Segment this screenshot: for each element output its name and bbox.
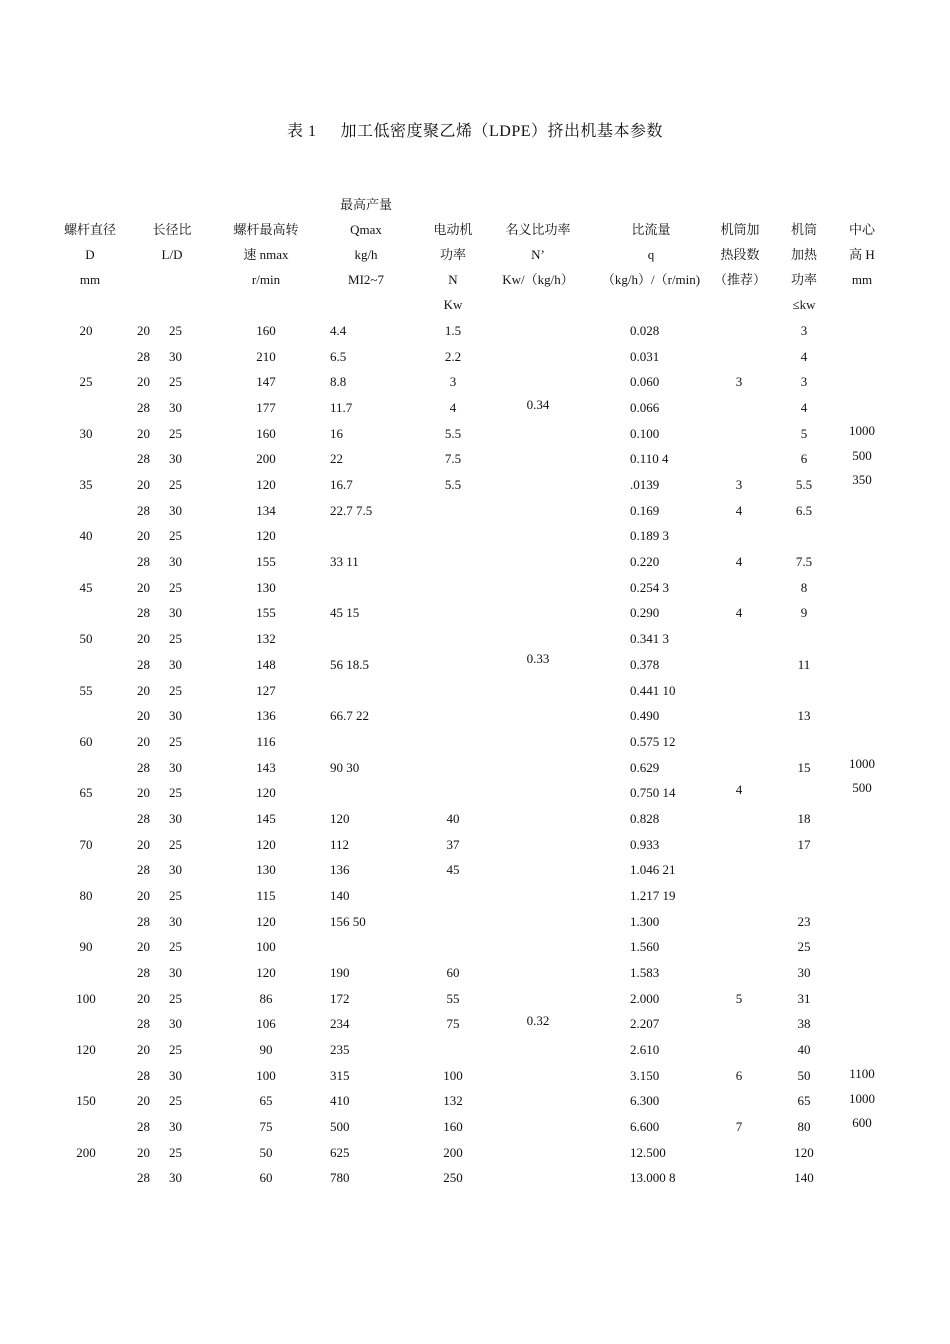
cell-heating-power: 31 <box>797 991 811 1006</box>
center-height-value: 500 <box>852 448 872 463</box>
cell-diameter: 100 <box>76 991 96 1006</box>
cell-heating-power: 23 <box>797 914 811 929</box>
cell-heating-power: 65 <box>797 1093 811 1108</box>
cell-screw-speed: 120 <box>256 785 276 800</box>
cell-ld-min: 28 <box>137 965 150 980</box>
cell-ld-max: 25 <box>169 1093 182 1108</box>
cell-screw-speed: 50 <box>259 1145 273 1160</box>
cell-max-output: 410 <box>330 1093 350 1108</box>
cell-heating-power: 17 <box>797 837 811 852</box>
cell-screw-speed: 120 <box>256 837 276 852</box>
cell-ld-min: 28 <box>137 811 150 826</box>
cell-screw-speed: 134 <box>256 503 276 518</box>
cell-ld-min: 28 <box>137 1068 150 1083</box>
cell-ld-max: 25 <box>169 785 182 800</box>
cell-screw-speed: 127 <box>256 683 276 698</box>
cell-specific-flow: 0.575 12 <box>630 734 676 749</box>
cell-ld-min: 20 <box>137 528 150 543</box>
cell-ld-max: 30 <box>169 760 182 775</box>
cell-heating-power: 9 <box>800 605 808 620</box>
cell-ld-max: 30 <box>169 554 182 569</box>
cell-screw-speed: 148 <box>256 657 276 672</box>
cell-motor-power: 45 <box>446 862 460 877</box>
cell-motor-power: 60 <box>446 965 460 980</box>
cell-ld-min: 28 <box>137 554 150 569</box>
cell-screw-speed: 147 <box>256 374 276 389</box>
cell-max-output: 16.7 <box>330 477 353 492</box>
header-line: 最高产量 <box>339 197 392 212</box>
cell-specific-flow: 0.031 <box>630 349 660 364</box>
cell-screw-speed: 210 <box>256 349 276 364</box>
cell-ld-max: 30 <box>169 1068 182 1083</box>
cell-screw-speed: 177 <box>256 400 276 415</box>
cell-motor-power: 5.5 <box>444 477 462 492</box>
cell-ld-min: 20 <box>137 939 150 954</box>
cell-max-output: 66.7 22 <box>330 708 369 723</box>
header-screw-speed <box>226 192 306 317</box>
cell-specific-flow: 1.583 <box>630 965 660 980</box>
cell-screw-speed: 155 <box>256 554 276 569</box>
cell-max-output: 22.7 7.5 <box>330 503 373 518</box>
nominal-power-merged: 0.34 <box>526 397 550 412</box>
header-line: kg/h <box>354 247 378 262</box>
cell-specific-flow: 0.110 4 <box>630 451 669 466</box>
cell-ld-max: 30 <box>169 451 182 466</box>
header-line: 速 nmax <box>243 247 289 262</box>
cell-diameter: 20 <box>79 323 93 338</box>
center-height-value: 600 <box>852 1115 872 1130</box>
cell-ld-min: 28 <box>137 451 150 466</box>
cell-ld-min: 20 <box>137 477 150 492</box>
cell-max-output: 22 <box>330 451 343 466</box>
cell-screw-speed: 143 <box>256 760 276 775</box>
cell-ld-min: 20 <box>137 785 150 800</box>
cell-diameter: 45 <box>79 580 93 595</box>
cell-screw-speed: 200 <box>256 451 276 466</box>
cell-ld-min: 20 <box>137 374 150 389</box>
cell-screw-speed: 132 <box>256 631 276 646</box>
cell-ld-max: 30 <box>169 914 182 929</box>
cell-screw-speed: 120 <box>256 528 276 543</box>
cell-ld-max: 25 <box>169 580 182 595</box>
cell-max-output: 45 15 <box>330 605 360 620</box>
cell-screw-speed: 155 <box>256 605 276 620</box>
cell-screw-speed: 145 <box>256 811 276 826</box>
cell-specific-flow: 0.378 <box>630 657 660 672</box>
cell-ld-max: 30 <box>169 1170 182 1185</box>
cell-ld-min: 20 <box>137 323 150 338</box>
cell-ld-max: 25 <box>169 426 182 441</box>
cell-motor-power: 160 <box>443 1119 463 1134</box>
cell-specific-flow: 1.217 19 <box>630 888 676 903</box>
header-line: （kg/h）/（r/min) <box>601 272 701 287</box>
cell-ld-min: 28 <box>137 1119 150 1134</box>
cell-max-output: 120 <box>330 811 350 826</box>
cell-motor-power: 1.5 <box>444 323 462 338</box>
cell-motor-power: 75 <box>446 1016 460 1031</box>
cell-specific-flow: 2.207 <box>630 1016 660 1031</box>
header-line: 电动机 <box>433 222 473 237</box>
header-line: 名义比功率 <box>505 222 571 237</box>
cell-ld-min: 20 <box>137 1145 150 1160</box>
cell-heating-power: 18 <box>797 811 811 826</box>
header-line: 功率 <box>439 247 466 262</box>
header-line: 长径比 <box>152 222 192 237</box>
nominal-power-merged: 0.33 <box>526 651 550 666</box>
cell-ld-max: 30 <box>169 400 182 415</box>
cell-ld-max: 30 <box>169 1119 182 1134</box>
nominal-power-merged: 0.32 <box>526 1013 550 1028</box>
cell-specific-flow: 13.000 8 <box>630 1170 676 1185</box>
cell-specific-flow: 0.933 <box>630 837 660 852</box>
header-line: mm <box>851 272 873 287</box>
header-ld-ratio <box>140 192 204 317</box>
cell-ld-max: 25 <box>169 734 182 749</box>
header-motor-power <box>424 192 482 317</box>
cell-max-output: 500 <box>330 1119 350 1134</box>
cell-screw-speed: 120 <box>256 914 276 929</box>
cell-max-output: 4.4 <box>330 323 347 338</box>
cell-heating-power: 140 <box>794 1170 814 1185</box>
cell-ld-max: 25 <box>169 991 182 1006</box>
cell-motor-power: 5.5 <box>444 426 462 441</box>
cell-screw-speed: 75 <box>259 1119 273 1134</box>
heating-zones-merged: 4 <box>735 782 743 797</box>
cell-ld-min: 20 <box>137 631 150 646</box>
header-line: 热段数 <box>720 247 760 262</box>
cell-specific-flow: 0.341 3 <box>630 631 669 646</box>
cell-heating-power: 25 <box>797 939 811 954</box>
header-line: 机筒加 <box>720 222 760 237</box>
header-line: N <box>448 272 458 287</box>
cell-motor-power: 3 <box>449 374 457 389</box>
cell-diameter: 200 <box>76 1145 96 1160</box>
cell-ld-max: 25 <box>169 1145 182 1160</box>
cell-ld-max: 25 <box>169 1042 182 1057</box>
cell-heating-power: 40 <box>797 1042 811 1057</box>
header-line: mm <box>79 272 101 287</box>
cell-ld-max: 30 <box>169 708 182 723</box>
cell-screw-speed: 120 <box>256 477 276 492</box>
cell-diameter: 120 <box>76 1042 96 1057</box>
cell-diameter: 65 <box>79 785 93 800</box>
cell-ld-min: 20 <box>137 1042 150 1057</box>
cell-ld-min: 20 <box>137 734 150 749</box>
cell-max-output: 780 <box>330 1170 350 1185</box>
cell-heating-power: 120 <box>794 1145 814 1160</box>
cell-ld-min: 28 <box>137 657 150 672</box>
header-specific-flow <box>596 192 706 317</box>
header-line: Qmax <box>350 222 382 237</box>
cell-screw-speed: 136 <box>256 708 276 723</box>
cell-specific-flow: 0.828 <box>630 811 660 826</box>
cell-ld-min: 28 <box>137 862 150 877</box>
cell-max-output: 56 18.5 <box>330 657 369 672</box>
cell-ld-max: 25 <box>169 631 182 646</box>
cell-specific-flow: 0.441 10 <box>630 683 676 698</box>
cell-specific-flow: 0.060 <box>630 374 660 389</box>
cell-ld-min: 20 <box>137 888 150 903</box>
cell-screw-speed: 115 <box>256 888 276 903</box>
center-height-value: 1100 <box>849 1066 875 1081</box>
cell-screw-speed: 160 <box>256 426 276 441</box>
cell-screw-speed: 90 <box>259 1042 273 1057</box>
cell-max-output: 11.7 <box>330 400 353 415</box>
cell-diameter: 30 <box>79 426 93 441</box>
cell-ld-max: 30 <box>169 503 182 518</box>
cell-diameter: 150 <box>76 1093 96 1108</box>
cell-ld-min: 28 <box>137 1016 150 1031</box>
header-line: N’ <box>531 247 545 262</box>
cell-max-output: 136 <box>330 862 350 877</box>
cell-screw-speed: 106 <box>256 1016 276 1031</box>
cell-screw-speed: 60 <box>259 1170 273 1185</box>
cell-specific-flow: 1.560 <box>630 939 660 954</box>
cell-ld-max: 25 <box>169 323 182 338</box>
cell-heating-power: 4 <box>800 400 808 415</box>
cell-heating-power: 13 <box>797 708 811 723</box>
center-height-value: 1000 <box>849 1091 875 1106</box>
cell-heating-power: 3 <box>800 323 808 338</box>
cell-max-output: 156 50 <box>330 914 366 929</box>
cell-max-output: 90 30 <box>330 760 360 775</box>
header-line: 高 H <box>849 247 875 262</box>
cell-ld-max: 25 <box>169 837 182 852</box>
cell-heating-zones: 3 <box>735 477 743 492</box>
cell-motor-power: 250 <box>443 1170 463 1185</box>
cell-ld-min: 20 <box>137 426 150 441</box>
cell-ld-min: 28 <box>137 605 150 620</box>
cell-ld-max: 25 <box>169 528 182 543</box>
header-line: Kw/（kg/h） <box>502 272 574 287</box>
cell-specific-flow: 1.300 <box>630 914 660 929</box>
cell-max-output: 112 <box>330 837 350 852</box>
cell-ld-min: 20 <box>137 837 150 852</box>
cell-screw-speed: 120 <box>256 965 276 980</box>
cell-heating-zones: 6 <box>735 1068 743 1083</box>
cell-ld-min: 20 <box>137 708 150 723</box>
header-center-height <box>836 192 888 317</box>
header-heating-power <box>776 192 832 317</box>
cell-ld-min: 20 <box>137 683 150 698</box>
cell-specific-flow: 0.490 <box>630 708 660 723</box>
cell-screw-speed: 100 <box>256 939 276 954</box>
cell-diameter: 35 <box>79 477 93 492</box>
center-height-value: 500 <box>852 780 872 795</box>
cell-heating-zones: 7 <box>735 1119 743 1134</box>
cell-max-output: 315 <box>330 1068 350 1083</box>
cell-specific-flow: 0.220 <box>630 554 660 569</box>
cell-specific-flow: 0.750 14 <box>630 785 676 800</box>
cell-ld-max: 30 <box>169 657 182 672</box>
center-height-value: 1000 <box>849 423 875 438</box>
cell-max-output: 16 <box>330 426 343 441</box>
cell-heating-power: 80 <box>797 1119 811 1134</box>
cell-diameter: 50 <box>79 631 93 646</box>
cell-ld-max: 30 <box>169 811 182 826</box>
cell-heating-power: 38 <box>797 1016 811 1031</box>
cell-screw-speed: 65 <box>259 1093 273 1108</box>
header-heating-zones <box>710 192 770 317</box>
cell-max-output: 6.5 <box>330 349 347 364</box>
cell-ld-max: 25 <box>169 888 182 903</box>
header-line: L/D <box>161 247 183 262</box>
cell-max-output: 33 11 <box>330 554 359 569</box>
header-line: r/min <box>251 272 281 287</box>
header-line: Kw <box>443 297 463 312</box>
cell-ld-max: 25 <box>169 683 182 698</box>
cell-heating-power: 5 <box>800 426 808 441</box>
cell-diameter: 60 <box>79 734 93 749</box>
cell-screw-speed: 130 <box>256 862 276 877</box>
cell-specific-flow: 2.000 <box>630 991 660 1006</box>
cell-specific-flow: 6.600 <box>630 1119 660 1134</box>
header-line: 机筒 <box>790 222 817 237</box>
cell-max-output: 8.8 <box>330 374 347 389</box>
cell-screw-speed: 160 <box>256 323 276 338</box>
cell-ld-max: 30 <box>169 605 182 620</box>
cell-specific-flow: 3.150 <box>630 1068 660 1083</box>
header-line: 螺杆最高转 <box>233 222 299 237</box>
cell-motor-power: 55 <box>446 991 460 1006</box>
header-line: 功率 <box>790 272 817 287</box>
cell-ld-max: 25 <box>169 477 182 492</box>
cell-heating-power: 5.5 <box>795 477 813 492</box>
cell-screw-speed: 130 <box>256 580 276 595</box>
cell-specific-flow: 0.254 3 <box>630 580 669 595</box>
header-diameter <box>60 192 120 317</box>
cell-heating-zones: 5 <box>735 991 743 1006</box>
header-line: 螺杆直径 <box>63 222 116 237</box>
cell-screw-speed: 86 <box>259 991 273 1006</box>
cell-specific-flow: .0139 <box>630 477 660 492</box>
cell-specific-flow: 0.629 <box>630 760 660 775</box>
cell-ld-min: 28 <box>137 1170 150 1185</box>
cell-motor-power: 200 <box>443 1145 463 1160</box>
cell-ld-min: 28 <box>137 400 150 415</box>
cell-heating-power: 15 <box>797 760 811 775</box>
cell-specific-flow: 0.028 <box>630 323 660 338</box>
cell-heating-power: 30 <box>797 965 811 980</box>
cell-heating-power: 3 <box>800 374 808 389</box>
cell-motor-power: 132 <box>443 1093 463 1108</box>
cell-max-output: 625 <box>330 1145 350 1160</box>
cell-ld-min: 28 <box>137 349 150 364</box>
cell-specific-flow: 2.610 <box>630 1042 660 1057</box>
header-line: MI2~7 <box>348 272 384 287</box>
cell-max-output: 172 <box>330 991 350 1006</box>
cell-max-output: 190 <box>330 965 350 980</box>
cell-heating-power: 50 <box>797 1068 811 1083</box>
cell-specific-flow: 0.189 3 <box>630 528 669 543</box>
cell-specific-flow: 0.290 <box>630 605 660 620</box>
cell-ld-min: 20 <box>137 1093 150 1108</box>
cell-ld-min: 20 <box>137 580 150 595</box>
cell-specific-flow: 0.100 <box>630 426 660 441</box>
header-line: q <box>647 247 655 262</box>
header-line: （推荐） <box>713 272 766 287</box>
cell-heating-zones: 3 <box>735 374 743 389</box>
cell-ld-min: 28 <box>137 760 150 775</box>
cell-motor-power: 2.2 <box>444 349 462 364</box>
cell-ld-max: 30 <box>169 965 182 980</box>
cell-specific-flow: 0.066 <box>630 400 660 415</box>
cell-heating-power: 8 <box>800 580 808 595</box>
header-max-output <box>326 192 406 317</box>
cell-diameter: 80 <box>79 888 93 903</box>
cell-screw-speed: 116 <box>256 734 276 749</box>
cell-diameter: 40 <box>79 528 93 543</box>
header-line: 比流量 <box>631 222 671 237</box>
cell-max-output: 140 <box>330 888 350 903</box>
cell-motor-power: 40 <box>446 811 460 826</box>
cell-heating-zones: 4 <box>735 605 743 620</box>
table-number: 表 1 <box>286 123 317 140</box>
cell-ld-min: 28 <box>137 914 150 929</box>
cell-max-output: 235 <box>330 1042 350 1057</box>
cell-ld-max: 30 <box>169 862 182 877</box>
cell-ld-min: 20 <box>137 991 150 1006</box>
cell-ld-max: 30 <box>169 349 182 364</box>
cell-heating-zones: 4 <box>735 503 743 518</box>
table-title <box>0 118 950 141</box>
cell-motor-power: 100 <box>443 1068 463 1083</box>
table-caption: 加工低密度聚乙烯（LDPE）挤出机基本参数 <box>340 123 664 140</box>
cell-diameter: 55 <box>79 683 93 698</box>
cell-ld-max: 25 <box>169 939 182 954</box>
cell-max-output: 234 <box>330 1016 350 1031</box>
cell-diameter: 90 <box>79 939 93 954</box>
cell-heating-power: 11 <box>797 657 811 672</box>
center-height-value: 1000 <box>849 756 875 771</box>
cell-diameter: 25 <box>79 374 93 389</box>
cell-heating-power: 7.5 <box>795 554 813 569</box>
cell-ld-max: 30 <box>169 1016 182 1031</box>
header-line: D <box>85 247 95 262</box>
cell-specific-flow: 1.046 21 <box>630 862 676 877</box>
cell-ld-min: 28 <box>137 503 150 518</box>
cell-heating-power: 6 <box>800 451 808 466</box>
cell-specific-flow: 12.500 <box>630 1145 666 1160</box>
header-line: 中心 <box>848 222 875 237</box>
cell-specific-flow: 6.300 <box>630 1093 660 1108</box>
cell-heating-power: 6.5 <box>795 503 813 518</box>
cell-screw-speed: 100 <box>256 1068 276 1083</box>
cell-heating-power: 4 <box>800 349 808 364</box>
cell-motor-power: 7.5 <box>444 451 462 466</box>
header-line: ≤kw <box>792 297 816 312</box>
header-line: 加热 <box>790 247 817 262</box>
header-nominal-power <box>494 192 582 317</box>
cell-motor-power: 4 <box>449 400 457 415</box>
cell-diameter: 70 <box>79 837 93 852</box>
cell-specific-flow: 0.169 <box>630 503 660 518</box>
center-height-value: 350 <box>852 472 872 487</box>
cell-ld-max: 25 <box>169 374 182 389</box>
cell-heating-zones: 4 <box>735 554 743 569</box>
cell-motor-power: 37 <box>446 837 460 852</box>
